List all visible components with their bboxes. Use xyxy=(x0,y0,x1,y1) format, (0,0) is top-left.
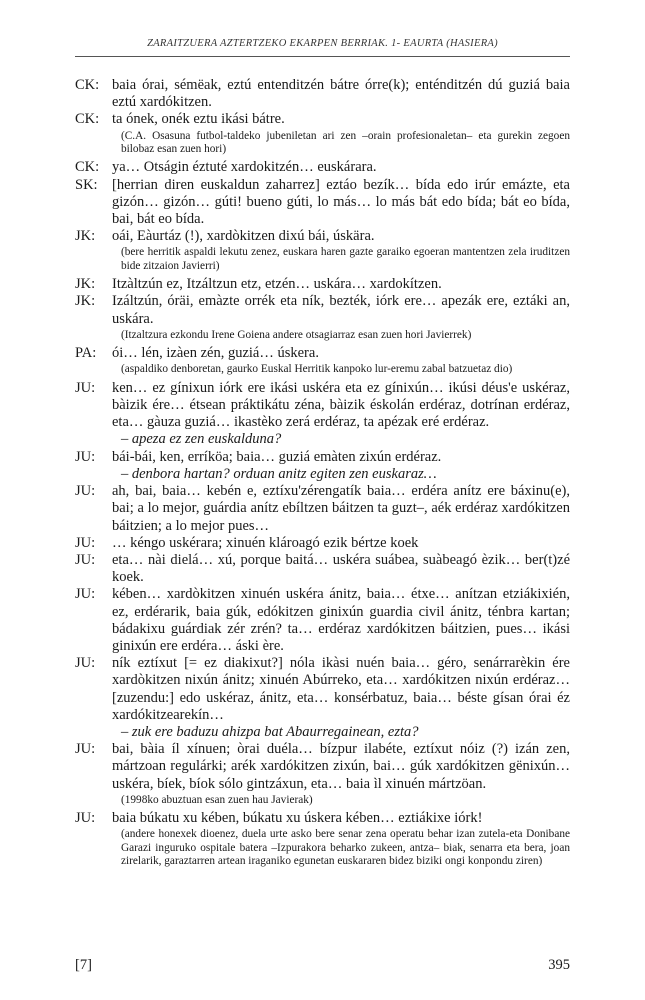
speaker-label: JU: xyxy=(75,551,96,568)
annotation-note: (andere honexek dioenez, duela urte asko bere senar zena operatu behar izan zutela-eta Donibane Garazi inguruko ospitale batera –Izpurakora beharko zukeen, antza– biak, senarra eta bera, joan zirelarik, garaztarren artean iraganiko egunetan euskararen bidez biziki ongi konpondu ziren) xyxy=(121,828,570,868)
utterance-text: bai, bàia íl xínuen; òrai duéla… bízpur ilabéte, eztíxut nóiz (?) izán zen, mártzoan regulárki; arék xardókitzen zixún, bai… gúk xardókitzen gënixún… uskéra, bíek, bíok sólo gintzáxun, eta… baia ìl xinuén mártzöan. xyxy=(112,741,570,792)
interviewer-question: – apeza ez zen euskalduna? xyxy=(121,431,282,448)
annotation-note: (aspaldiko denboretan, gaurko Euskal Herritik kanpoko lur-eremu zabal batzuetaz dio) xyxy=(121,363,513,376)
interviewer-question: – denbora hartan? orduan anitz egiten zen euskaraz… xyxy=(121,465,437,482)
entry xyxy=(75,449,570,483)
speaker-label: JU: xyxy=(75,534,96,551)
speaker-label: JK: xyxy=(75,228,96,245)
speaker-label: JU: xyxy=(75,655,96,672)
entry xyxy=(75,111,570,159)
entry xyxy=(75,345,570,380)
speaker-label: CK: xyxy=(75,77,100,93)
utterance-text: eta… nài dielá… xú, porque baitá… uskéra suábea, suàbeagó èzik… ber(t)zé koek. xyxy=(112,551,570,586)
entry xyxy=(75,228,570,276)
utterance-text: [herrian diren euskaldun zaharrez] eztáo bezík… bída edo irúr emázte, eta gizón… gizón… gúti! bueno gúti, lo más… lo más bát edo bída; bát eo bída, bai, bát eo bída. xyxy=(112,176,570,228)
annotation-note: (1998ko abuztuan esan zuen hau Javierak) xyxy=(121,793,313,806)
speaker-label: JU: xyxy=(75,483,96,500)
speaker-label: JU: xyxy=(75,448,96,465)
entry xyxy=(75,741,570,810)
entry xyxy=(75,655,570,741)
entry xyxy=(75,380,570,449)
running-header: ZARAITZUERA AZTERTZEKO EKARPEN BERRIAK. 1- EAURTA (HASIERA) xyxy=(147,38,498,49)
annotation-note: (bere herritik aspaldi lekutu zenez, euskara haren gazte garaiko egoeran mantentzen zela iruditzen bide zitzaion Javierri) xyxy=(121,246,570,272)
speaker-label: CK: xyxy=(75,111,100,128)
entry xyxy=(75,293,570,345)
page-number: 395 xyxy=(548,957,570,973)
utterance-text: kében… xardòkitzen xinuén uskéra ánitz, baia… étxe… anítzan etziákixién, ez, erdérarik, baia gúk, edókitzen ginixún guardia civil ánitz, ténbra kartan; bádakixu guárdiak zér zrén? ta… erdéraz xardókitzen báitzien, pues… ikási ginixún ere erdéra… áski ère. xyxy=(112,586,570,654)
speaker-label: JU: xyxy=(75,379,96,396)
speaker-label: SK: xyxy=(75,176,98,193)
utterance-text: … kéngo uskérara; xinuén klároagó ezik bértze koek xyxy=(112,534,419,551)
utterance-text: ník eztíxut [= ez diakixut?] nóla ikàsi nuén baia… géro, senárrarèkin ére xardòkitzen nixún ánitz; xinuén Abúrreko, eta… xardókitzen nixún erdéraz… [zuzendu:] edo uskéraz, ánitz, eta… konsérbatuz, baia… béste gísan órai éz xardókitzearekín… xyxy=(112,655,570,723)
speaker-label: CK: xyxy=(75,159,100,176)
entry xyxy=(75,586,570,655)
entry xyxy=(75,77,570,111)
entry xyxy=(75,552,570,586)
page-footer-left: [7] xyxy=(75,957,92,973)
utterance-text: ah, bai, baia… kebén e, eztíxu'zérengatík baia… erdéra anítz ere báxinu(e), bai; a lo mejor, guárdia anítz ebíltzen báitzen ta guzt–, aék erdéraz xardókitzen báitzien; a lo mejor pues… xyxy=(112,483,570,534)
utterance-text: oái, Eàurtáz (!), xardòkitzen dixú bái, úskära. xyxy=(112,228,375,245)
interviewer-question: – zuk ere baduzu ahizpa bat Abaurregainean, ezta? xyxy=(121,723,419,740)
entry xyxy=(75,276,570,293)
utterance-text: ya… Otságin éztuté xardokitzén… euskárara. xyxy=(112,159,377,176)
speaker-label: JK: xyxy=(75,276,96,293)
transcript-body xyxy=(75,77,570,872)
utterance-text: ken… ez gínixun iórk ere ikási uskéra eta ez gínixún… ikúsi déus'e uskéraz, bàizik ére… étsean práktikátu zéna, bàizik éskolán erdéraz, dotrínan erdéraz, eta… gàuza guziá… ikastèko zerá erdéraz, ta apézak eré erdéraz. xyxy=(112,379,570,431)
entry xyxy=(75,483,570,535)
speaker-label: JU: xyxy=(75,741,96,758)
utterance-text: Izáltzún, óräi, emàzte orrék eta ník, bezték, iórk ere… apezák ere, eztáki an, uskára. xyxy=(112,293,570,327)
utterance-text: ta ónek, onék eztu ikási bátre. xyxy=(112,111,285,128)
header-rule xyxy=(75,56,570,57)
utterance-text: ói… lén, izàen zén, guziá… úskera. xyxy=(112,345,319,362)
speaker-label: JK: xyxy=(75,293,96,310)
entry xyxy=(75,177,570,229)
entry xyxy=(75,810,570,871)
utterance-text: baia búkatu xu kében, búkatu xu úskera kében… eztiákixe iórk! xyxy=(112,810,483,827)
entry xyxy=(75,535,570,552)
annotation-note: (Itzaltzura ezkondu Irene Goiena andere otsagiarraz esan zuen hori Javierrek) xyxy=(121,328,472,341)
utterance-text: bái-bái, ken, erríköa; baia… guziá emàten zixún erdéraz. xyxy=(112,448,442,465)
entry xyxy=(75,159,570,176)
annotation-note: (C.A. Osasuna futbol-taldeko jubeniletan ari zen –orain profesionaletan– eta gurekin zegoen bilobaz esan zuen hori) xyxy=(121,129,570,156)
speaker-label: JU: xyxy=(75,810,96,827)
speaker-label: JU: xyxy=(75,586,96,603)
speaker-label: PA: xyxy=(75,345,97,362)
utterance-text: Itzàltzún ez, Itzáltzun etz, etzén… uskára… xardokítzen. xyxy=(112,276,442,293)
utterance-text: baia órai, sémëak, eztú entenditzén bátre órre(k); enténditzén dú guziá baia eztú xardókitzen. xyxy=(112,77,570,111)
